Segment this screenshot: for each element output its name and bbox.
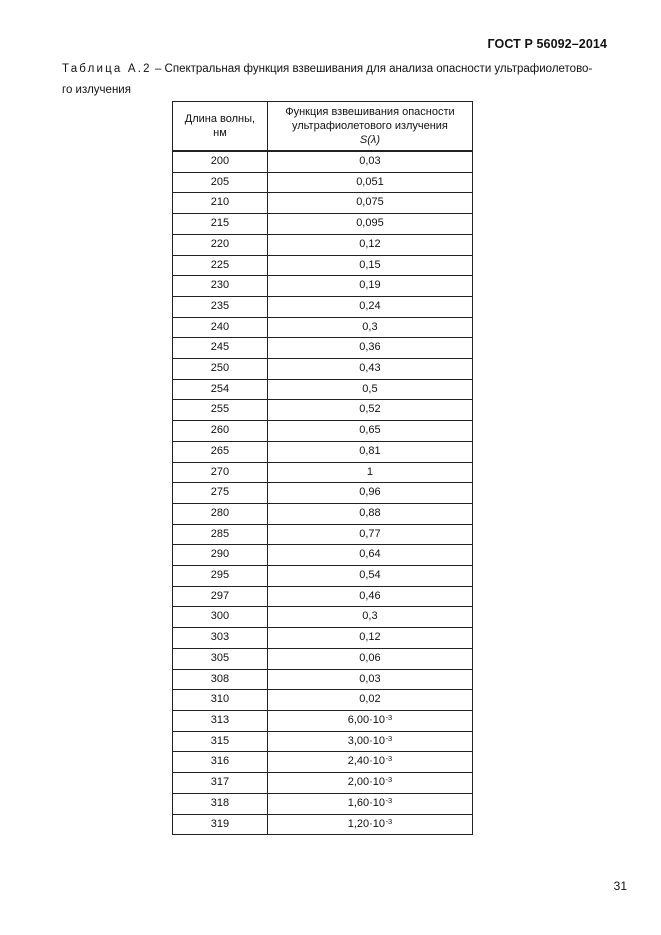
weighting-value-cell	[267, 793, 472, 814]
weighting-value: 2,00·10	[347, 776, 386, 789]
weighting-value-cell	[267, 731, 472, 752]
weighting-value-cell	[267, 545, 472, 566]
table-row	[173, 193, 473, 214]
weighting-value: 2,40·10	[347, 755, 386, 768]
table-row	[173, 814, 473, 835]
weighting-value: 0,81	[359, 444, 381, 457]
table-row	[173, 607, 473, 628]
table-row	[173, 586, 473, 607]
weighting-value-cell	[267, 214, 472, 235]
weighting-value: 6,00·10	[347, 713, 386, 726]
weighting-value: 0,88	[359, 506, 381, 519]
weighting-value: 0,3	[362, 320, 378, 333]
table-header	[173, 102, 473, 152]
table-row	[173, 793, 473, 814]
weighting-value: 1,20·10	[347, 817, 386, 830]
weighting-value-cell	[267, 648, 472, 669]
wavelength-cell: 245	[173, 338, 268, 359]
weighting-value: 0,54	[359, 569, 381, 582]
weighting-value: 0,3	[362, 610, 378, 623]
table-row	[173, 710, 473, 731]
wavelength-cell: 270	[173, 462, 268, 483]
table-row	[173, 441, 473, 462]
weighting-exponent: -3	[385, 754, 393, 764]
weighting-value: 0,65	[359, 424, 381, 437]
wavelength-cell: 319	[173, 814, 268, 835]
wavelength-cell: 290	[173, 545, 268, 566]
weighting-value: 0,19	[359, 279, 381, 292]
table-row	[173, 214, 473, 235]
weighting-value-cell	[267, 379, 472, 400]
header-wavelength-line2: нм	[213, 127, 227, 139]
table-row	[173, 276, 473, 297]
wavelength-cell: 215	[173, 214, 268, 235]
weighting-value: 0,03	[359, 672, 381, 685]
weighting-value: 0,96	[359, 486, 381, 499]
wavelength-cell: 250	[173, 359, 268, 380]
wavelength-cell: 260	[173, 421, 268, 442]
weighting-value: 3,00·10	[347, 734, 386, 747]
page-number: 31	[613, 879, 627, 893]
weighting-value-cell	[267, 255, 472, 276]
weighting-value-cell	[267, 524, 472, 545]
wavelength-cell: 313	[173, 710, 268, 731]
wavelength-cell: 275	[173, 483, 268, 504]
weighting-value: 0,051	[356, 175, 384, 188]
table-body	[173, 151, 473, 835]
weighting-value: 0,77	[359, 527, 381, 540]
weighting-value: 1	[366, 465, 374, 478]
weighting-exponent: -3	[385, 795, 393, 805]
weighting-value-cell	[267, 317, 472, 338]
weighting-exponent: -3	[385, 775, 393, 785]
table-row	[173, 359, 473, 380]
weighting-value-cell	[267, 586, 472, 607]
weighting-value: 1,60·10	[347, 796, 386, 809]
weighting-value: 0,12	[359, 237, 381, 250]
weighting-value-cell	[267, 814, 472, 835]
wavelength-cell: 308	[173, 669, 268, 690]
wavelength-cell: 225	[173, 255, 268, 276]
weighting-value-cell	[267, 193, 472, 214]
header-function	[267, 102, 472, 152]
table-label: Таблица А.2	[62, 63, 152, 75]
weighting-value: 0,15	[359, 258, 381, 271]
weighting-value-cell	[267, 607, 472, 628]
weighting-value: 0,095	[356, 217, 384, 230]
weighting-value: 0,36	[359, 341, 381, 354]
wavelength-cell: 240	[173, 317, 268, 338]
table-row	[173, 669, 473, 690]
weighting-value: 0,12	[359, 631, 381, 644]
wavelength-cell: 255	[173, 400, 268, 421]
weighting-value-cell	[267, 400, 472, 421]
weighting-value-cell	[267, 669, 472, 690]
table-row	[173, 462, 473, 483]
wavelength-cell: 305	[173, 648, 268, 669]
weighting-value-cell	[267, 752, 472, 773]
weighting-value-cell	[267, 773, 472, 794]
weighting-value-cell	[267, 483, 472, 504]
header-row	[173, 102, 473, 152]
wavelength-cell: 205	[173, 172, 268, 193]
header-function-line2: ультрафиолетового излучения	[292, 120, 448, 132]
weighting-value-cell	[267, 296, 472, 317]
table-caption	[62, 59, 630, 101]
wavelength-cell: 317	[173, 773, 268, 794]
wavelength-cell: 318	[173, 793, 268, 814]
table-row	[173, 628, 473, 649]
weighting-value-cell	[267, 628, 472, 649]
header-function-line1: Функция взвешивания опасности	[285, 106, 455, 118]
weighting-value: 0,075	[356, 196, 384, 209]
weighting-value: 0,02	[359, 693, 381, 706]
wavelength-cell: 230	[173, 276, 268, 297]
weighting-value-cell	[267, 690, 472, 711]
uv-weighting-table	[172, 101, 473, 835]
table-row	[173, 151, 473, 172]
weighting-value-cell	[267, 566, 472, 587]
document-code: ГОСТ Р 56092–2014	[487, 37, 607, 51]
header-function-symbol: S(λ)	[359, 134, 380, 146]
weighting-value-cell	[267, 151, 472, 172]
weighting-value-cell	[267, 172, 472, 193]
table-row	[173, 255, 473, 276]
wavelength-cell: 210	[173, 193, 268, 214]
weighting-value-cell	[267, 710, 472, 731]
caption-line-1	[62, 59, 630, 80]
weighting-value: 0,43	[359, 362, 381, 375]
table-row	[173, 648, 473, 669]
wavelength-cell: 300	[173, 607, 268, 628]
wavelength-cell: 315	[173, 731, 268, 752]
weighting-value-cell	[267, 234, 472, 255]
weighting-value: 0,5	[362, 382, 378, 395]
table-row	[173, 338, 473, 359]
wavelength-cell: 285	[173, 524, 268, 545]
wavelength-cell: 235	[173, 296, 268, 317]
wavelength-cell: 303	[173, 628, 268, 649]
weighting-exponent: -3	[385, 816, 393, 826]
weighting-value: 0,06	[359, 651, 381, 664]
table-row	[173, 545, 473, 566]
wavelength-cell: 295	[173, 566, 268, 587]
weighting-value-cell	[267, 462, 472, 483]
weighting-value-cell	[267, 441, 472, 462]
wavelength-cell: 310	[173, 690, 268, 711]
table-row	[173, 172, 473, 193]
table-row	[173, 234, 473, 255]
weighting-exponent: -3	[385, 733, 393, 743]
weighting-value: 0,46	[359, 589, 381, 602]
wavelength-cell: 254	[173, 379, 268, 400]
weighting-value: 0,52	[359, 403, 381, 416]
weighting-value-cell	[267, 503, 472, 524]
weighting-value: 0,03	[359, 155, 381, 167]
weighting-value-cell	[267, 421, 472, 442]
table-row	[173, 731, 473, 752]
table-row	[173, 483, 473, 504]
weighting-exponent: -3	[385, 712, 393, 722]
table-row	[173, 317, 473, 338]
weighting-value: 0,24	[359, 299, 381, 312]
weighting-value-cell	[267, 276, 472, 297]
table-row	[173, 421, 473, 442]
caption-line-2: го излучения	[62, 84, 131, 96]
wavelength-cell: 200	[173, 151, 268, 172]
caption-title: – Спектральная функция взвешивания для анализа опасности ультрафиолетово-	[151, 63, 593, 75]
table-row	[173, 690, 473, 711]
table-row	[173, 752, 473, 773]
table-row	[173, 566, 473, 587]
table-row	[173, 379, 473, 400]
weighting-value: 0,64	[359, 548, 381, 561]
table-row	[173, 503, 473, 524]
table-row	[173, 296, 473, 317]
header-wavelength-line1: Длина волны,	[184, 113, 256, 125]
table-row	[173, 773, 473, 794]
weighting-value-cell	[267, 359, 472, 380]
wavelength-cell: 280	[173, 503, 268, 524]
table-row	[173, 524, 473, 545]
wavelength-cell: 220	[173, 234, 268, 255]
wavelength-cell: 297	[173, 586, 268, 607]
header-wavelength	[173, 102, 268, 152]
weighting-value-cell	[267, 338, 472, 359]
wavelength-cell: 316	[173, 752, 268, 773]
table-row	[173, 400, 473, 421]
wavelength-cell: 265	[173, 441, 268, 462]
